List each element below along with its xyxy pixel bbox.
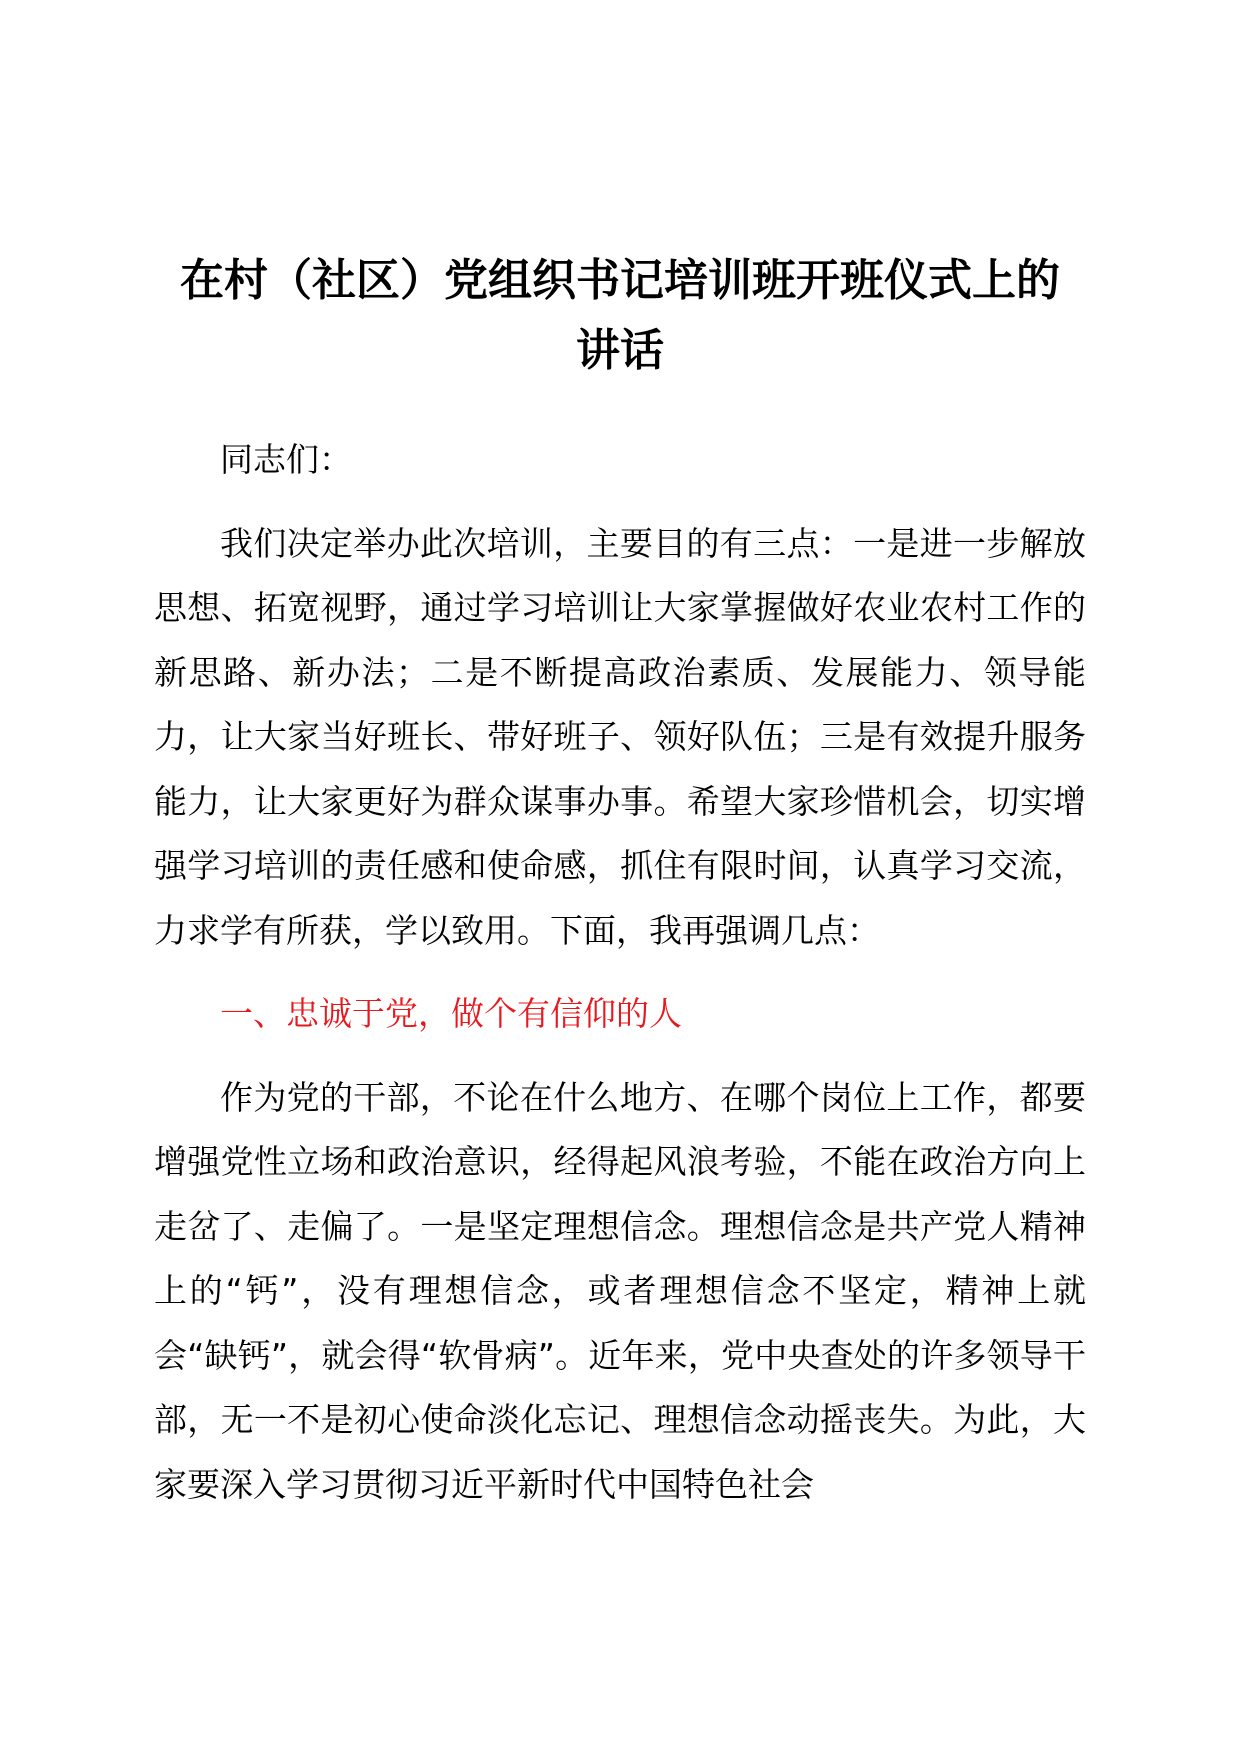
- section-heading-1: 一、忠诚于党，做个有信仰的人: [220, 994, 682, 1033]
- paragraph-section-1: 作为党的干部，不论在什么地方、在哪个岗位上工作，都要增强党性立场和政治意识，经得起风浪考验，不能在政治方向上走岔了、走偏了。一是坚定理想信念。理想信念是共产党人精神上的“钙”，没有理想信念，或者理想信念不坚定，精神上就会“缺钙”，就会得“软骨病”。近年来，党中央查处的许多领导干部，无一不是初心使命淡化忘记、理想信念动摇丧失。为此，大家要深入学习贯彻习近平新时代中国特色社会: [154, 1077, 1086, 1504]
- document-title: [154, 246, 1086, 386]
- greeting: 同志们：: [220, 440, 352, 479]
- document-body: [154, 246, 1086, 1536]
- paragraph-intro: 我们决定举办此次培训，主要目的有三点：一是进一步解放思想、拓宽视野，通过学习培训让大家掌握做好农业农村工作的新思路、新办法；二是不断提高政治素质、发展能力、领导能力，让大家当好班长、带好班子、领好队伍；三是有效提升服务能力，让大家更好为群众谋事办事。希望大家珍惜机会，切实增强学习培训的责任感和使命感，抓住有限时间，认真学习交流，力求学有所获，学以致用。下面，我再强调几点：: [154, 523, 1086, 950]
- title-line-2: 讲话: [576, 325, 664, 376]
- title-line-1: 在村（社区）党组织书记培训班开班仪式上的: [180, 255, 1060, 306]
